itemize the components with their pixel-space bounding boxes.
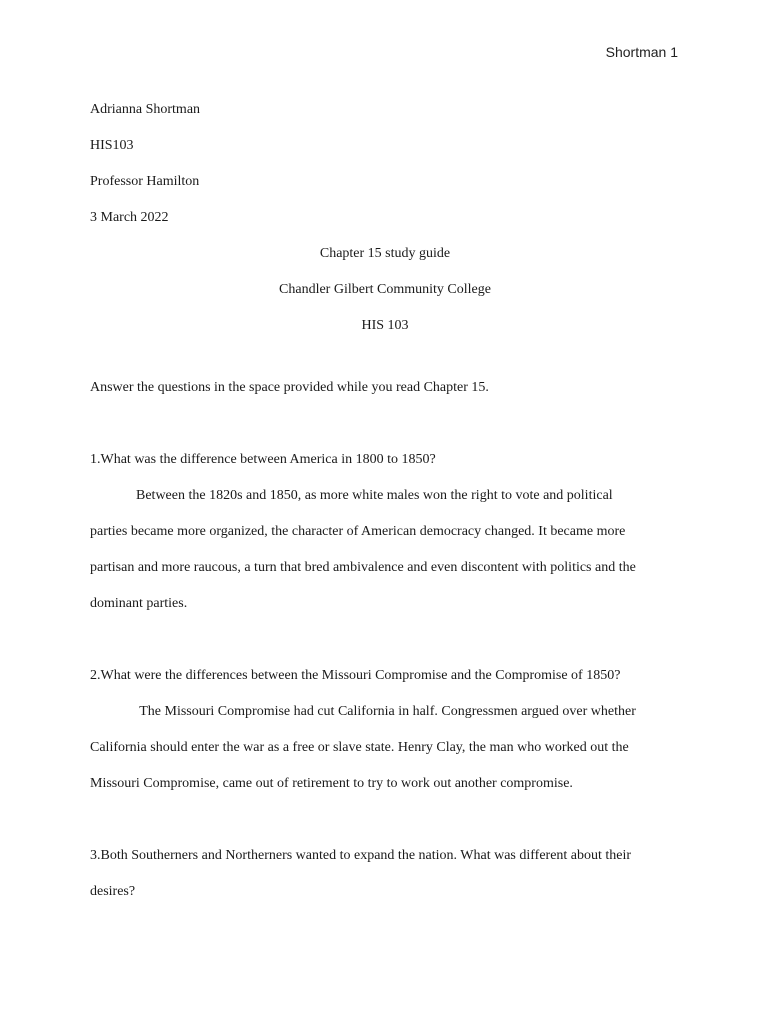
course-code: HIS 103 [361, 318, 409, 333]
answer-2-line-1 [90, 694, 680, 730]
answer-1-line-3: partisan and more raucous, a turn that bred ambivalence and even discontent with politics and the [90, 560, 636, 575]
spacer [90, 622, 680, 658]
answer-1-line-1-text: Between the 1820s and 1850, as more white males won the right to vote and political [136, 488, 613, 503]
spacer [90, 406, 680, 442]
answer-1-line-2: parties became more organized, the character of American democracy changed. It became more [90, 524, 626, 539]
question-1: 1.What was the difference between America in 1800 to 1850? [90, 452, 436, 467]
document-date: 3 March 2022 [90, 210, 169, 225]
document-title: Chapter 15 study guide [319, 246, 451, 261]
professor-name: Professor Hamilton [90, 174, 200, 189]
answer-2-line-3: Missouri Compromise, came out of retirement to try to work out another compromise. [90, 776, 573, 791]
instructions: Answer the questions in the space provided while you read Chapter 15. [90, 380, 489, 395]
spacer [90, 802, 680, 838]
student-name: Adrianna Shortman [90, 102, 201, 117]
answer-2-line-1-text: The Missouri Compromise had cut California in half. Congressmen argued over whether [136, 704, 636, 719]
question-3-line-2: desires? [90, 884, 136, 899]
answer-1-line-1 [90, 478, 680, 514]
institution-name: Chandler Gilbert Community College [279, 282, 491, 297]
question-3-line-1: 3.Both Southerners and Northerners wanted to expand the nation. What was different about their [90, 848, 632, 863]
question-2: 2.What were the differences between the Missouri Compromise and the Compromise of 1850? [90, 668, 621, 683]
answer-1-line-4: dominant parties. [90, 596, 188, 611]
answer-2-line-2: California should enter the war as a free or slave state. Henry Clay, the man who worked out the [90, 740, 629, 755]
running-head: Shortman 1 [605, 44, 678, 60]
document-body [90, 92, 680, 910]
course-name: HIS103 [90, 138, 134, 153]
